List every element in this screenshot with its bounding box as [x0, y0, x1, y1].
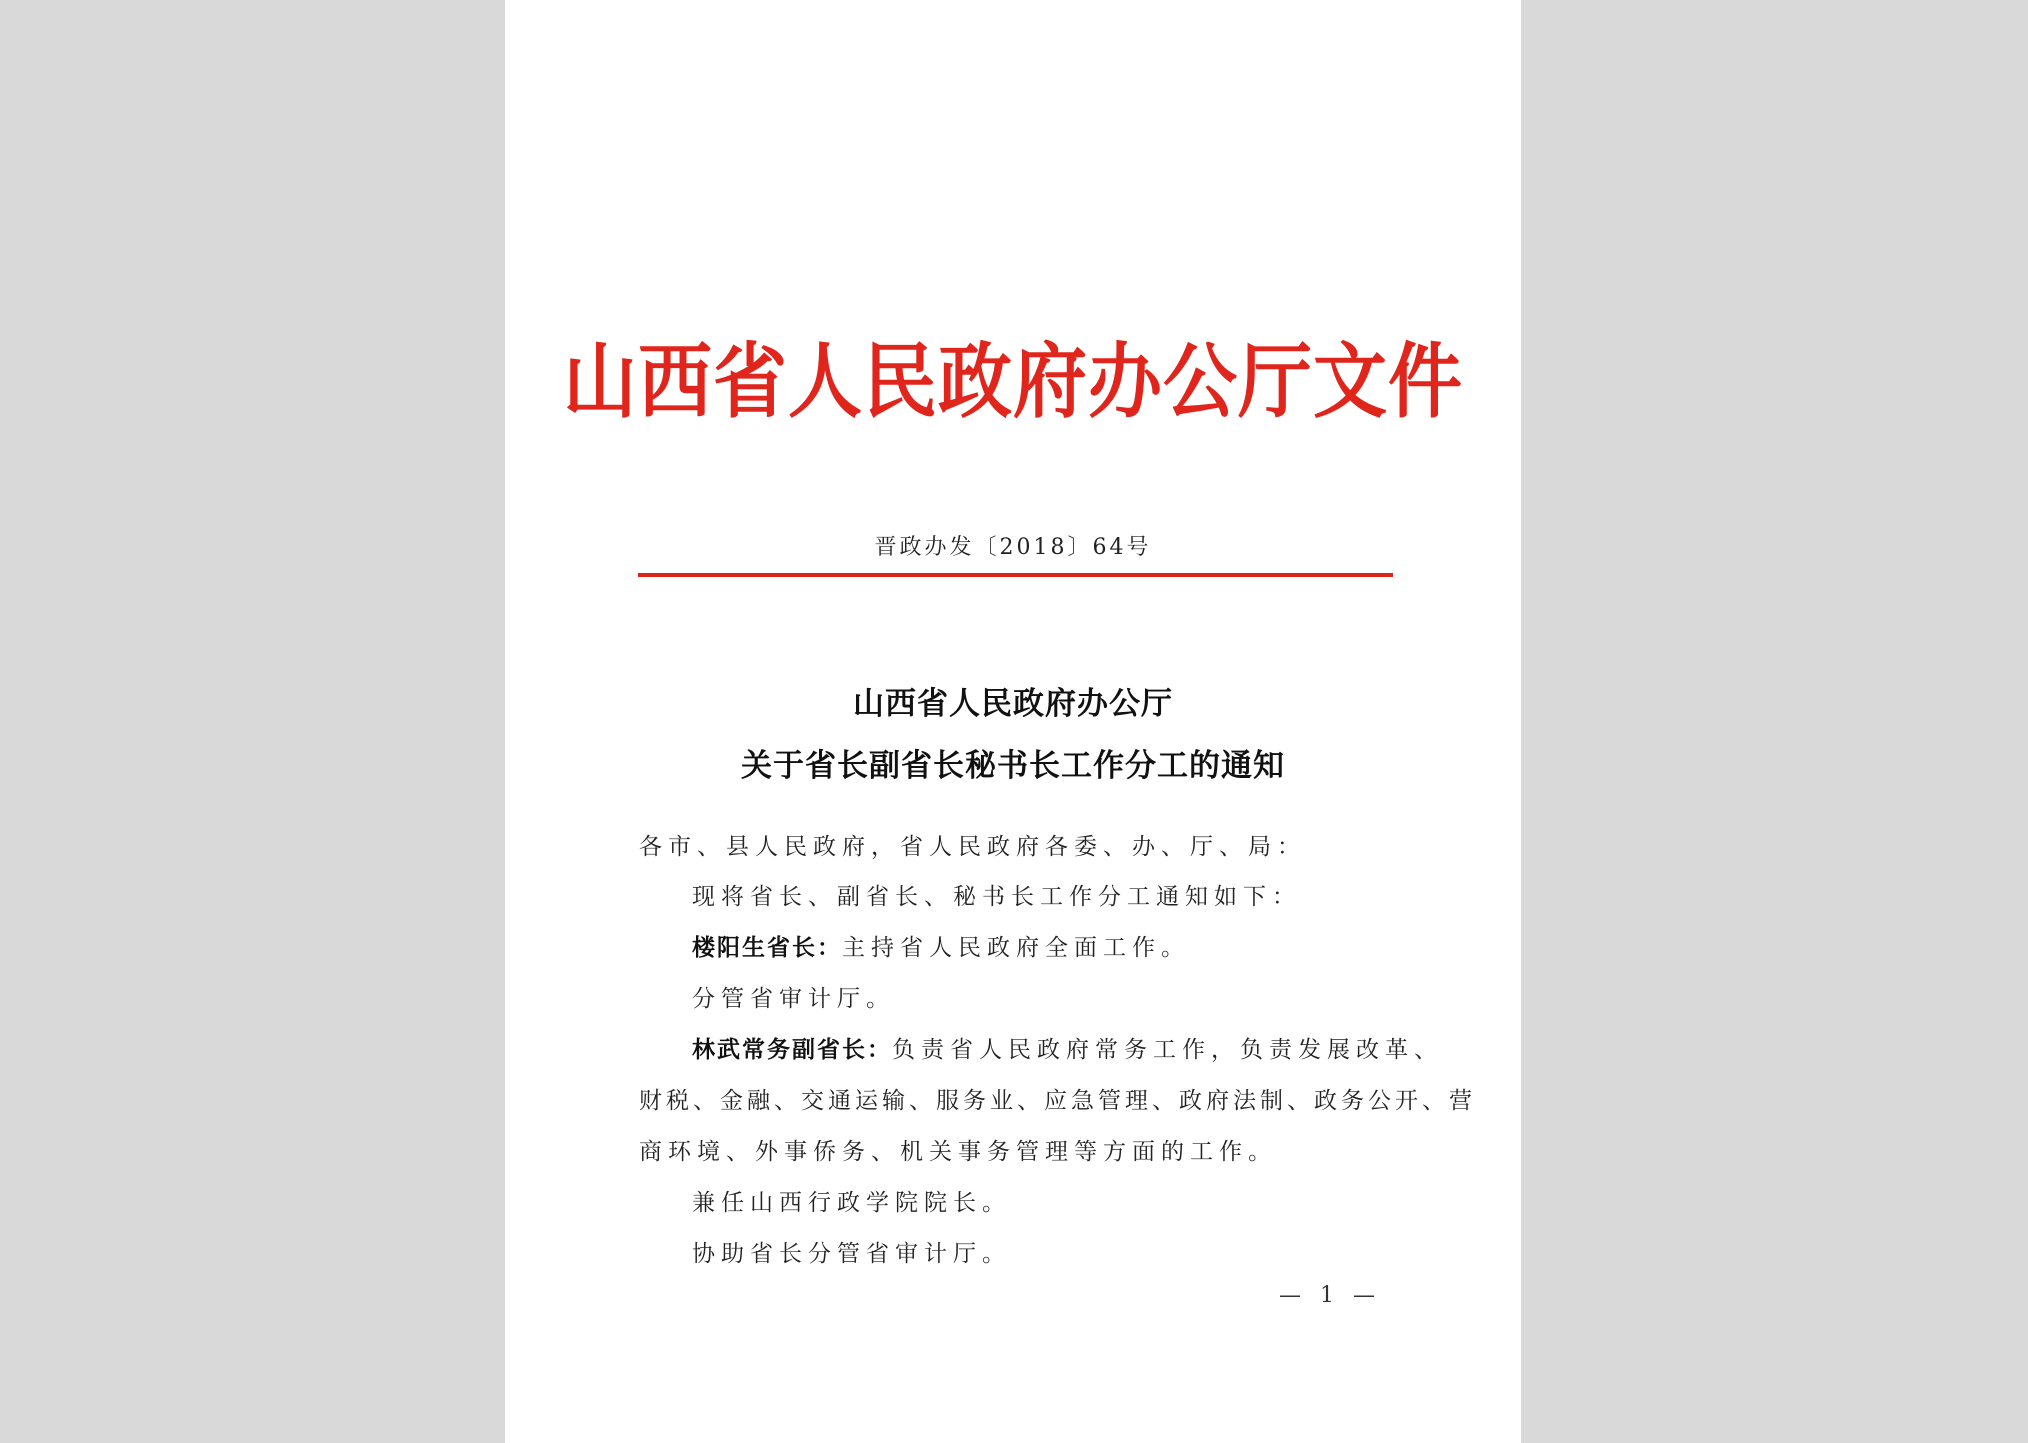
salutation: 各市、县人民政府，省人民政府各委、办、厅、局： — [639, 834, 1306, 860]
executive-vice-governor-name: 林武常务副省长： — [692, 1036, 892, 1063]
document-number: 晋政办发〔2018〕64号 — [874, 535, 1152, 560]
executive-vice-governor-extra-1: 兼任山西行政学院院长。 — [692, 1190, 1011, 1216]
executive-vice-governor-duty-line-3: 商环境、外事侨务、机关事务管理等方面的工作。 — [639, 1139, 1277, 1165]
notice-title-line-2: 关于省长副省长秘书长工作分工的通知 — [741, 748, 1285, 784]
red-divider-line — [638, 573, 1393, 577]
intro-paragraph: 现将省长、副省长、秘书长工作分工通知如下： — [692, 884, 1301, 910]
page-number: — 1 — — [1279, 1283, 1381, 1308]
executive-vice-governor-extra-2: 协助省长分管省审计厅。 — [692, 1241, 1011, 1267]
executive-vice-governor-duty-line-1: 负责省人民政府常务工作，负责发展改革、 — [892, 1037, 1443, 1063]
executive-vice-governor-duty-line-2: 财税、金融、交通运输、服务业、应急管理、政府法制、政务公开、营 — [639, 1088, 1476, 1114]
document-page — [505, 0, 1521, 1443]
governor-name: 楼阳生省长： — [692, 934, 842, 961]
paragraph-executive-vice-governor — [692, 1031, 1443, 1064]
paragraph-governor — [692, 929, 1190, 962]
governor-duty: 主持省人民政府全面工作。 — [842, 935, 1190, 961]
governor-extra: 分管省审计厅。 — [692, 986, 895, 1012]
document-header-title: 山西省人民政府办公厅文件 — [563, 334, 1463, 430]
notice-title-line-1: 山西省人民政府办公厅 — [853, 686, 1173, 722]
